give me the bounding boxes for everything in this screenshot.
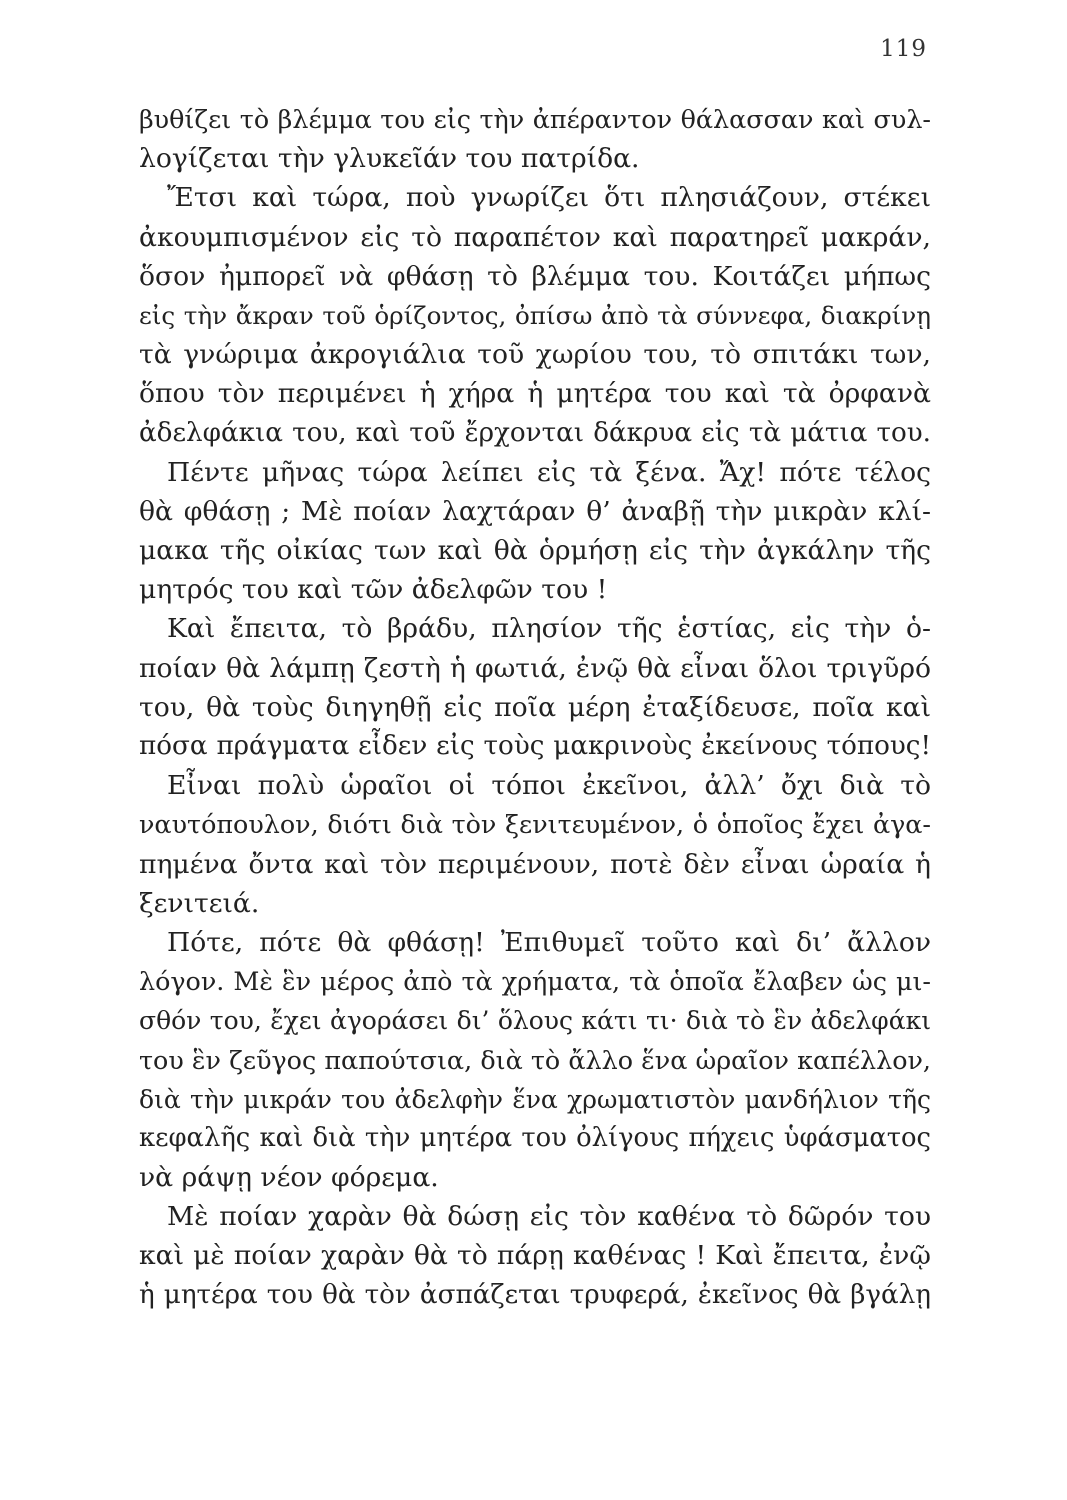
text-line: διὰ τὴν μικράν του ἀδελφὴν ἕνα χρωματιστὸν μανδήλιον τῆς — [139, 1084, 931, 1114]
text-line: σθόν του, ἔχει ἀγοράσει δι’ ὅλους κάτι τι· διὰ τὸ ἓν ἀδελφάκι — [139, 1006, 931, 1036]
text-line: θὰ φθάσῃ ; Μὲ ποίαν λαχτάραν θ’ ἀναβῇ τὴν μικρὰν κλί- — [139, 495, 931, 527]
text-line: βυθίζει τὸ βλέμμα του εἰς τὴν ἀπέραντον θάλασσαν καὶ συλ- — [139, 104, 931, 134]
text-line: του, θὰ τοὺς διηγηθῇ εἰς ποῖα μέρη ἐταξίδευσε, ποῖα καὶ — [139, 691, 931, 723]
text-line: μακα τῆς οἰκίας των καὶ θὰ ὁρμήσῃ εἰς τὴν ἀγκάλην τῆς — [139, 535, 931, 567]
text-line: Ἔτσι καὶ τώρα, ποὺ γνωρίζει ὅτι πλησιάζουν, στέκει — [167, 182, 931, 214]
text-line: πόσα πράγματα εἶδεν εἰς τοὺς μακρινοὺς ἐκείνους τόπους! — [139, 731, 931, 761]
page-number: 119 — [880, 36, 927, 62]
text-line: ὅπου τὸν περιμένει ἡ χήρα ἡ μητέρα του καὶ τὰ ὀρφανὰ — [139, 378, 931, 410]
text-line: κεφαλῆς καὶ διὰ τὴν μητέρα του ὀλίγους πήχεις ὑφάσματος — [139, 1122, 931, 1153]
text-line: ξενιτειά. — [139, 887, 260, 919]
text-line: καὶ μὲ ποίαν χαρὰν θὰ τὸ πάρῃ καθένας ! Καὶ ἔπειτα, ἐνῷ — [139, 1240, 931, 1272]
text-line: Πέντε μῆνας τώρα λείπει εἰς τὰ ξένα. Ἄχ! πότε τέλος — [167, 456, 931, 488]
text-line: ὅσον ἠμπορεῖ νὰ φθάσῃ τὸ βλέμμα του. Κοιτάζει μήπως — [139, 260, 931, 292]
text-line: ἀκουμπισμένον εἰς τὸ παραπέτον καὶ παρατηρεῖ μακράν, — [139, 221, 931, 253]
text-line: του ἓν ζεῦγος παπούτσια, διὰ τὸ ἄλλο ἕνα ὡραῖον καπέλλον, — [139, 1044, 931, 1075]
text-line: ναυτόπουλον, διότι διὰ τὸν ξενιτευμένον, ὁ ὁποῖος ἔχει ἀγα- — [139, 809, 931, 840]
text-line: Καὶ ἔπειτα, τὸ βράδυ, πλησίον τῆς ἑστίας, εἰς τὴν ὁ- — [167, 613, 931, 645]
text-line: ἀδελφάκια του, καὶ τοῦ ἔρχονται δάκρυα εἰς τὰ μάτια του. — [139, 417, 931, 448]
text-line: μητρός του καὶ τῶν ἀδελφῶν του ! — [139, 574, 608, 606]
text-line: ποίαν θὰ λάμπῃ ζεστὴ ἡ φωτιά, ἐνῷ θὰ εἶναι ὅλοι τριγῦρό — [139, 652, 931, 684]
body-text — [139, 100, 931, 1315]
text-line: Πότε, πότε θὰ φθάσῃ! Ἐπιθυμεῖ τοῦτο καὶ δι’ ἄλλον — [167, 926, 931, 958]
text-line: Μὲ ποίαν χαρὰν θὰ δώσῃ εἰς τὸν καθένα τὸ δῶρόν του — [167, 1201, 931, 1233]
text-line: Εἶναι πολὺ ὡραῖοι οἱ τόποι ἐκεῖνοι, ἀλλ’ ὄχι διὰ τὸ — [167, 770, 931, 802]
text-line: πημένα ὄντα καὶ τὸν περιμένουν, ποτὲ δὲν εἶναι ὡραία ἡ — [139, 848, 931, 880]
text-line: ἡ μητέρα του θὰ τὸν ἀσπάζεται τρυφερά, ἐκεῖνος θὰ βγάλῃ — [139, 1279, 931, 1310]
text-line: λογίζεται τὴν γλυκεῖάν του πατρίδα. — [139, 143, 640, 175]
text-line: τὰ γνώριμα ἀκρογιάλια τοῦ χωρίου του, τὸ σπιτάκι των, — [139, 339, 931, 371]
text-line: νὰ ράψῃ νέον φόρεμα. — [139, 1162, 439, 1194]
text-line: εἰς τὴν ἄκραν τοῦ ὁρίζοντος, ὀπίσω ἀπὸ τὰ σύννεφα, διακρίνῃ — [139, 300, 931, 330]
text-line: λόγον. Μὲ ἓν μέρος ἀπὸ τὰ χρήματα, τὰ ὁποῖα ἔλαβεν ὡς μι- — [139, 966, 931, 997]
